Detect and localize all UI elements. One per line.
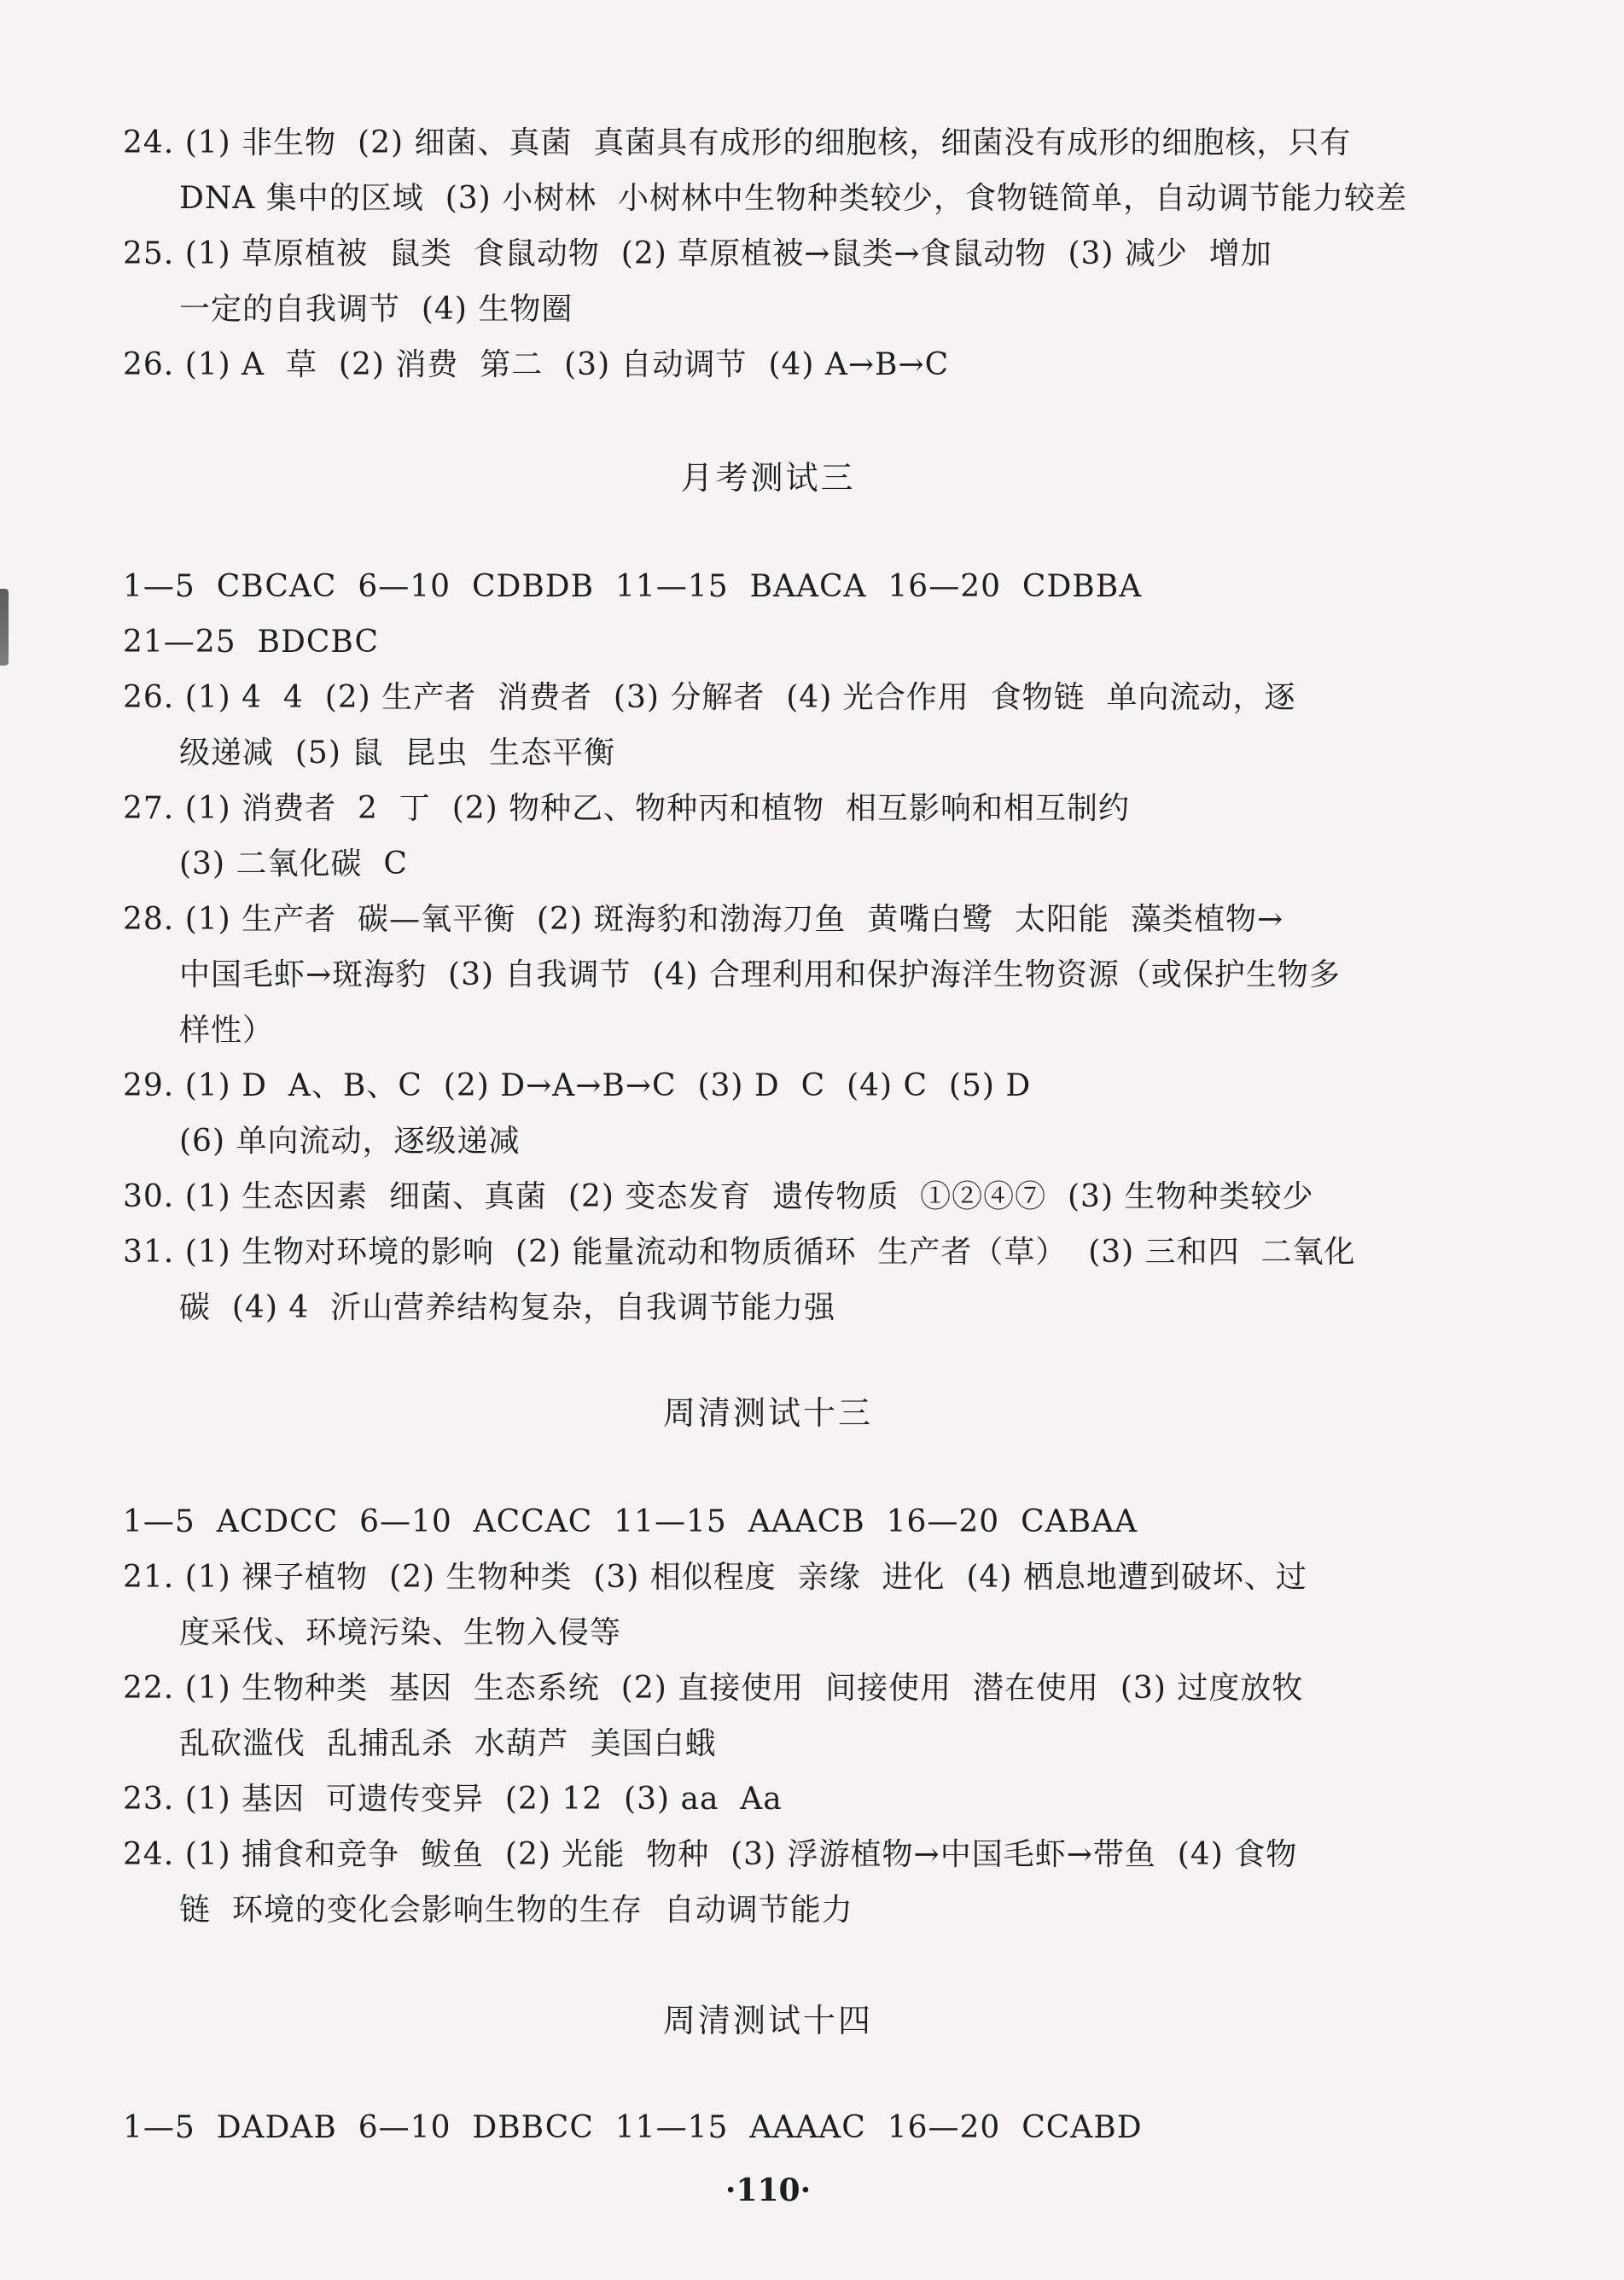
answer-line: 1—5 DADAB 6—10 DBBCC 11—15 AAAAC 16—20 CCABD [123, 2110, 1143, 2145]
answer-line: 28. (1) 生产者 碳—氧平衡 (2) 斑海豹和渤海刀鱼 黄嘴白鹭 太阳能 藻类植物→ [123, 902, 1284, 937]
section-title: 月考测试三 [680, 459, 856, 497]
answer-line: 22. (1) 生物种类 基因 生态系统 (2) 直接使用 间接使用 潜在使用 (3) 过度放牧 [123, 1671, 1304, 1706]
answer-line: 24. (1) 捕食和竞争 鲅鱼 (2) 光能 物种 (3) 浮游植物→中国毛虾→带鱼 (4) 食物 [123, 1837, 1298, 1872]
answer-line: 31. (1) 生物对环境的影响 (2) 能量流动和物质循环 生产者（草） (3) 三和四 二氧化 [123, 1235, 1356, 1270]
answer-line: 26. (1) A 草 (2) 消费 第二 (3) 自动调节 (4) A→B→C [123, 347, 950, 382]
answer-line: 乱砍滥伐 乱捕乱杀 水葫芦 美国白蛾 [179, 1726, 717, 1761]
answer-line: 27. (1) 消费者 2 丁 (2) 物种乙、物种丙和植物 相互影响和相互制约 [123, 791, 1131, 826]
page-number: ·110· [725, 2172, 812, 2208]
answer-line: 29. (1) D A、B、C (2) D→A→B→C (3) D C (4) C (5) D [123, 1068, 1032, 1103]
answer-line: 26. (1) 4 4 (2) 生产者 消费者 (3) 分解者 (4) 光合作用 食物链 单向流动，逐 [123, 680, 1296, 715]
answer-line: 21—25 BDCBC [123, 625, 380, 660]
answer-line: 碳 (4) 4 沂山营养结构复杂，自我调节能力强 [179, 1290, 836, 1325]
answer-line: 23. (1) 基因 可遗传变异 (2) 12 (3) aa Aa [123, 1782, 783, 1817]
section-title: 周清测试十三 [662, 1394, 873, 1432]
answer-line: 21. (1) 裸子植物 (2) 生物种类 (3) 相似程度 亲缘 进化 (4) 栖息地遭到破坏、过 [123, 1560, 1307, 1595]
answer-line: 样性） [179, 1013, 275, 1048]
answer-line: 24. (1) 非生物 (2) 细菌、真菌 真菌具有成形的细胞核，细菌没有成形的细胞核，只有 [123, 125, 1352, 160]
answer-line: (6) 单向流动，逐级递减 [179, 1124, 521, 1159]
answer-line: (3) 二氧化碳 C [179, 846, 408, 881]
answer-line: 度采伐、环境污染、生物入侵等 [179, 1615, 622, 1650]
binding-edge-mark [0, 589, 9, 666]
answer-line: 30. (1) 生态因素 细菌、真菌 (2) 变态发育 遗传物质 ①②④⑦ (3) 生物种类较少 [123, 1179, 1314, 1214]
section-title: 周清测试十四 [662, 2002, 873, 2039]
answer-line: 链 环境的变化会影响生物的生存 自动调节能力 [179, 1893, 853, 1928]
answer-line: 25. (1) 草原植被 鼠类 食鼠动物 (2) 草原植被→鼠类→食鼠动物 (3) 减少 增加 [123, 236, 1272, 271]
answer-line: DNA 集中的区域 (3) 小树林 小树林中生物种类较少，食物链简单，自动调节能力较差 [179, 181, 1408, 216]
answer-line: 一定的自我调节 (4) 生物圈 [179, 292, 573, 327]
answer-line: 级递减 (5) 鼠 昆虫 生态平衡 [179, 736, 616, 771]
answer-line: 中国毛虾→斑海豹 (3) 自我调节 (4) 合理利用和保护海洋生物资源（或保护生物多 [179, 957, 1341, 992]
answer-line: 1—5 ACDCC 6—10 ACCAC 11—15 AAACB 16—20 CABAA [123, 1504, 1138, 1539]
answer-line: 1—5 CBCAC 6—10 CDBDB 11—15 BAACA 16—20 CDBBA [123, 569, 1143, 604]
